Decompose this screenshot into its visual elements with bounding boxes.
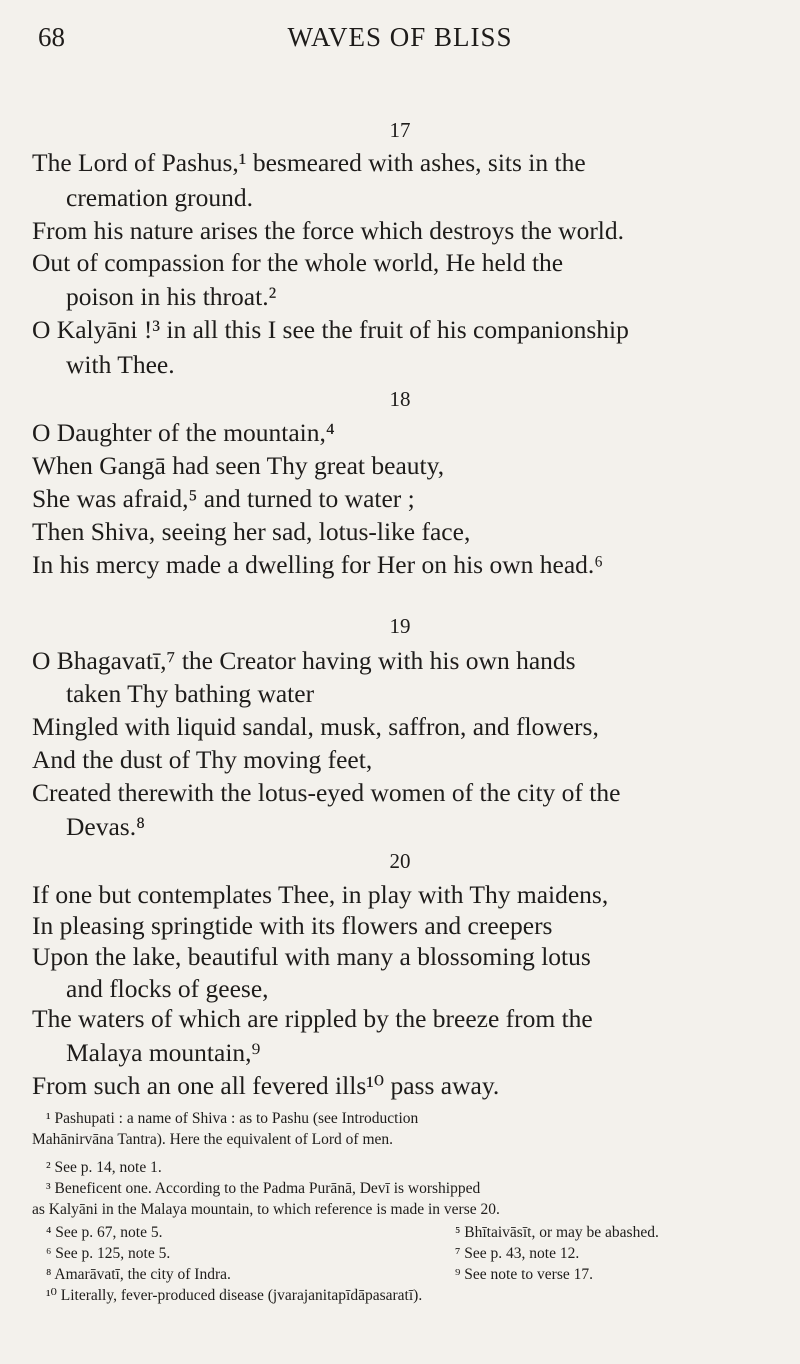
verse-line: The Lord of Pashus,¹ besmeared with ashes, sits in the: [32, 148, 586, 177]
verse-line: Out of compassion for the whole world, He held the: [32, 248, 564, 277]
verse-line: The waters of which are rippled by the breeze from the: [32, 1004, 593, 1033]
verse-line: cremation ground.: [66, 183, 253, 212]
verse-line: O Bhagavatī,⁷ the Creator having with his own hands: [32, 646, 576, 675]
verse-line: O Daughter of the mountain,⁴: [32, 418, 335, 447]
verse-line: and flocks of geese,: [66, 974, 269, 1003]
footnote: ¹ Pashupati : a name of Shiva : as to Pashu (see Introduction: [46, 1110, 419, 1127]
footnote: ¹⁰ Literally, fever-produced disease (jvarajanitapīdāpasaratī).: [46, 1287, 423, 1304]
verse-line: Malaya mountain,⁹: [66, 1038, 261, 1067]
verse-number: 18: [389, 387, 411, 411]
running-head: WAVES OF BLISS: [287, 22, 513, 52]
verse-line: In pleasing springtide with its flowers and creepers: [32, 911, 553, 940]
footnote: ⁵ Bhītaivāsīt, or may be abashed.: [455, 1224, 659, 1241]
verse-line: And the dust of Thy moving feet,: [32, 745, 373, 774]
verse-line: Upon the lake, beautiful with many a blossoming lotus: [32, 942, 591, 971]
verse-line: O Kalyāni !³ in all this I see the fruit of his companionship: [32, 315, 629, 344]
footnote: ⁹ See note to verse 17.: [455, 1266, 593, 1283]
footnote: as Kalyāni in the Malaya mountain, to which reference is made in verse 20.: [32, 1201, 500, 1218]
footnote: ⁶ See p. 125, note 5.: [46, 1245, 171, 1262]
verse-line: When Gangā had seen Thy great beauty,: [32, 451, 445, 480]
footnote: ⁷ See p. 43, note 12.: [455, 1245, 580, 1262]
verse-line: Mingled with liquid sandal, musk, saffron, and flowers,: [32, 712, 599, 741]
footnote: ⁴ See p. 67, note 5.: [46, 1224, 163, 1241]
verse-line: Then Shiva, seeing her sad, lotus-like face,: [32, 517, 471, 546]
verse-line: From his nature arises the force which destroys the world.: [32, 216, 625, 245]
verse-line: with Thee.: [66, 350, 175, 379]
verse-line: In his mercy made a dwelling for Her on his own head.⁶: [32, 550, 604, 579]
verse-line: poison in his throat.²: [66, 282, 277, 311]
footnote: Mahānirvāna Tantra). Here the equivalent of Lord of men.: [32, 1131, 394, 1148]
verse-line: Created therewith the lotus-eyed women of the city of the: [32, 778, 621, 807]
verse-line: taken Thy bathing water: [66, 679, 315, 708]
verse-number: 19: [389, 614, 411, 638]
footnote: ² See p. 14, note 1.: [46, 1159, 162, 1176]
verse-line: Devas.⁸: [66, 812, 145, 841]
verse-line: She was afraid,⁵ and turned to water ;: [32, 484, 415, 513]
footnote: ⁸ Amarāvatī, the city of Indra.: [46, 1266, 231, 1283]
verse-line: From such an one all fevered ills¹⁰ pass away.: [32, 1071, 500, 1100]
page-number: 68: [38, 22, 65, 52]
footnote: ³ Beneficent one. According to the Padma Purānā, Devī is worshipped: [46, 1180, 481, 1197]
verse-line: If one but contemplates Thee, in play with Thy maidens,: [32, 880, 609, 909]
verse-number: 20: [389, 849, 411, 873]
verse-number: 17: [389, 118, 411, 142]
